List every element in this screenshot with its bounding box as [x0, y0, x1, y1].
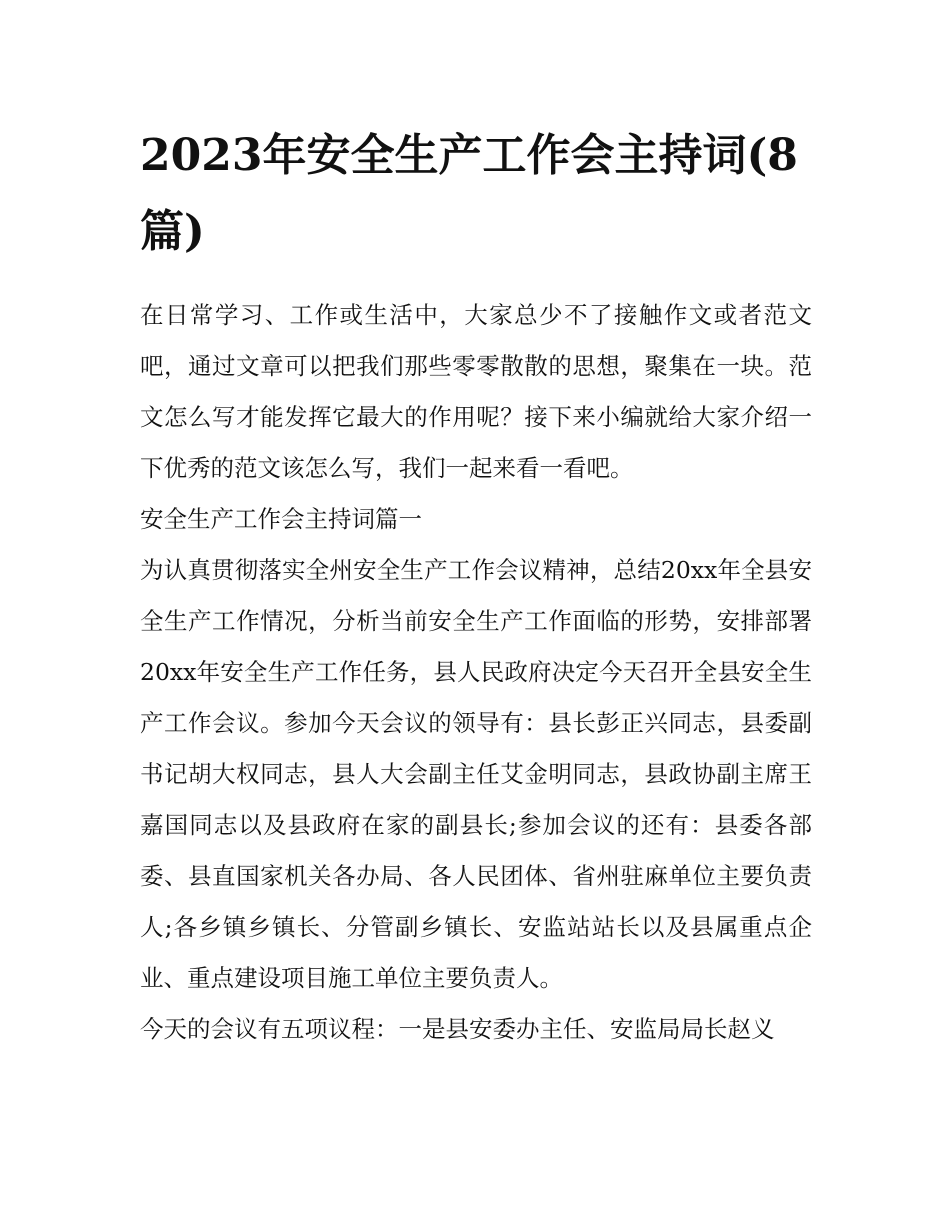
- body-paragraph: 今天的会议有五项议程：一是县安委办主任、安监局局长赵义: [140, 1015, 775, 1043]
- document-page: [140, 118, 812, 1055]
- document-title: 2023年安全生产工作会主持词(8篇): [140, 130, 798, 257]
- section-heading: 安全生产工作会主持词篇一: [140, 505, 422, 533]
- body-paragraph: 为认真贯彻落实全州安全生产工作会议精神，总结20xx年全县安全生产工作情况，分析当前安全生产工作面临的形势，安排部署20xx年安全生产工作任务，县人民政府决定今天召开全县安全生产工作会议。参加今天会议的领导有：县长彭正兴同志，县委副书记胡大权同志，县人大会副主任艾金明同志，县政协副主席王嘉国同志以及县政府在家的副县长;参加会议的还有：县委各部委、县直国家机关各办局、各人民团体、省州驻麻单位主要负责人;各乡镇乡镇长、分管副乡镇长、安监站站长以及县属重点企业、重点建设项目施工单位主要负责人。: [140, 556, 812, 992]
- intro-paragraph: 在日常学习、工作或生活中，大家总少不了接触作文或者范文吧，通过文章可以把我们那些零零散散的思想，聚集在一块。范文怎么写才能发挥它最大的作用呢？接下来小编就给大家介绍一下优秀的范文该怎么写，我们一起来看一看吧。: [140, 301, 812, 482]
